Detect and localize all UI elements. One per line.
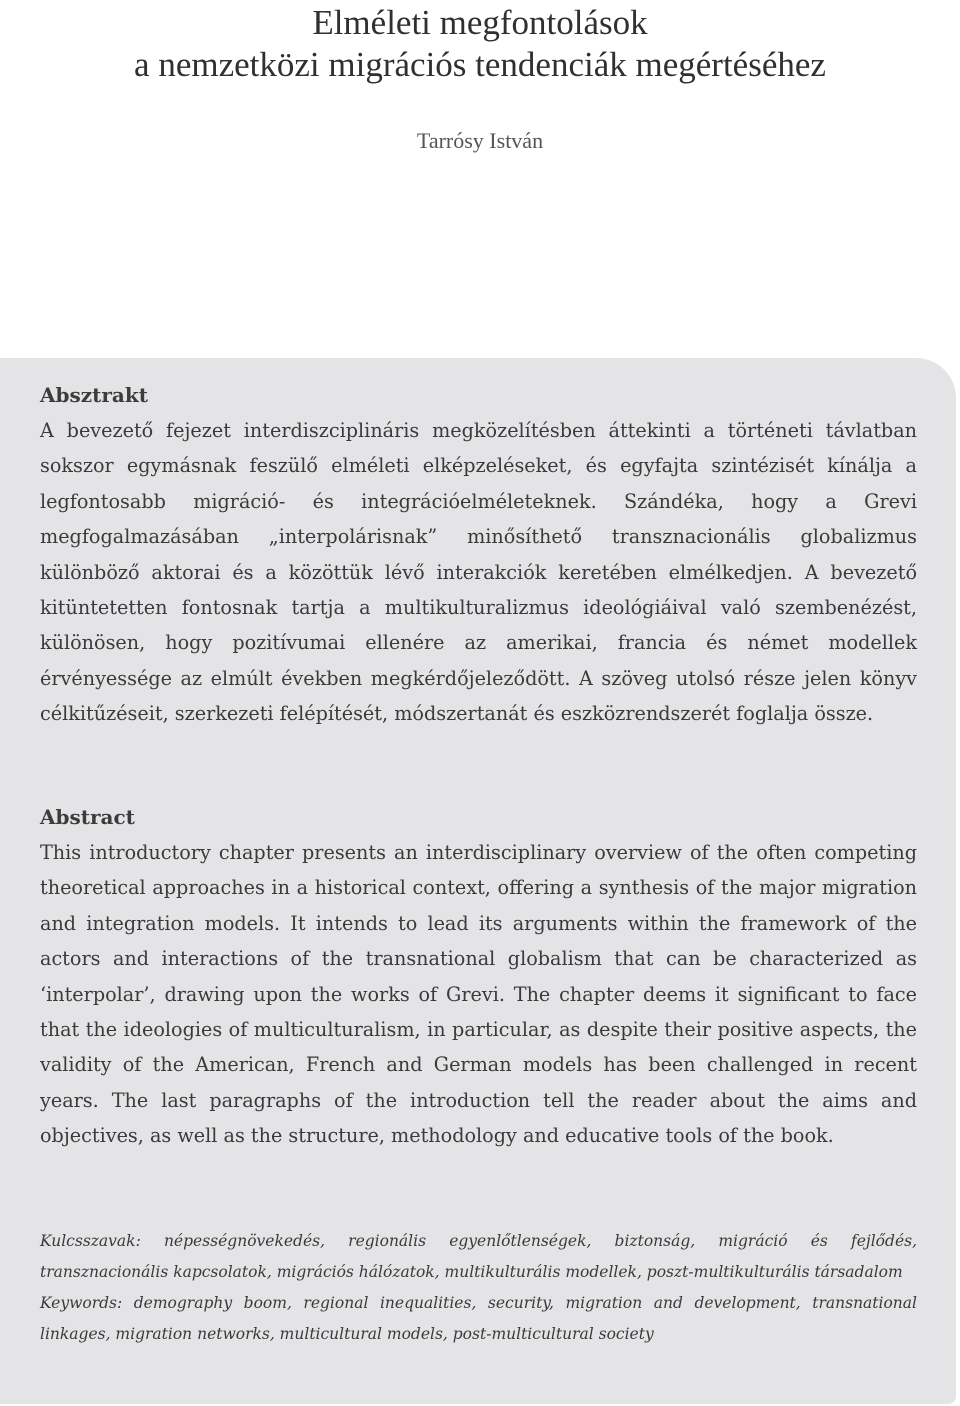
keywords-english: Keywords: demography boom, regional inequalities, security, migration and development, transnational linkages, migration networks, multicultural models, post-multicultural society bbox=[40, 1294, 917, 1343]
chapter-title-line-1: Elméleti megfontolások bbox=[312, 3, 648, 42]
abstract-hungarian-heading: Absztrakt bbox=[40, 383, 148, 407]
abstract-english bbox=[40, 800, 917, 1154]
abstract-hungarian-text: A bevezető fejezet interdiszciplináris megközelítésben áttekinti a történeti távlatban sokszor egymásnak feszülő elméleti elképzeléseket, és egyfajta szintézisét kínálja a legfontosabb migráció- és integrációelméleteknek. Szándéka, hogy a Grevi megfogalmazásában „interpolárisnak” minősíthető transznacionális globalizmus különböző aktorai és a közöttük lévő interakciók keretében elmélkedjen. A bevezető kitüntetetten fontosnak tartja a multikulturalizmus ideológiáival való szembenézést, különösen, hogy pozitívumai ellenére az amerikai, francia és német modellek érvényessége az elmúlt években megkérdőjeleződött. A szöveg utolsó része jelen könyv célkitűzéseit, szerkezeti felépítését, módszertanát és eszközrendszerét foglalja össze. bbox=[40, 419, 917, 726]
abstract-english-text: This introductory chapter presents an interdisciplinary overview of the often competing theoretical approaches in a historical context, offering a synthesis of the major migration and integration models. It intends to lead its arguments within the framework of the actors and interactions of the transnational globalism that can be characterized as ‘interpolar’, drawing upon the works of Grevi. The chapter deems it significant to face that the ideologies of multiculturalism, in particular, as despite their positive aspects, the validity of the American, French and German models has been challenged in recent years. The last paragraphs of the introduction tell the reader about the aims and objectives, as well as the structure, methodology and educative tools of the book. bbox=[40, 841, 917, 1148]
abstract-hungarian bbox=[40, 378, 917, 732]
author-name: Tarrósy István bbox=[416, 128, 544, 153]
chapter-title-line-2: a nemzetközi migrációs tendenciák megértéséhez bbox=[134, 45, 826, 84]
keywords-block bbox=[40, 1226, 917, 1350]
keywords-hungarian: Kulcsszavak: népességnövekedés, regionális egyenlőtlenségek, biztonság, migráció és fejlődés, transznacionális kapcsolatok, migrációs hálózatok, multikulturális modellek, poszt-multikulturális társadalom bbox=[40, 1232, 917, 1281]
abstract-english-heading: Abstract bbox=[40, 805, 135, 829]
chapter-title bbox=[0, 2, 960, 86]
